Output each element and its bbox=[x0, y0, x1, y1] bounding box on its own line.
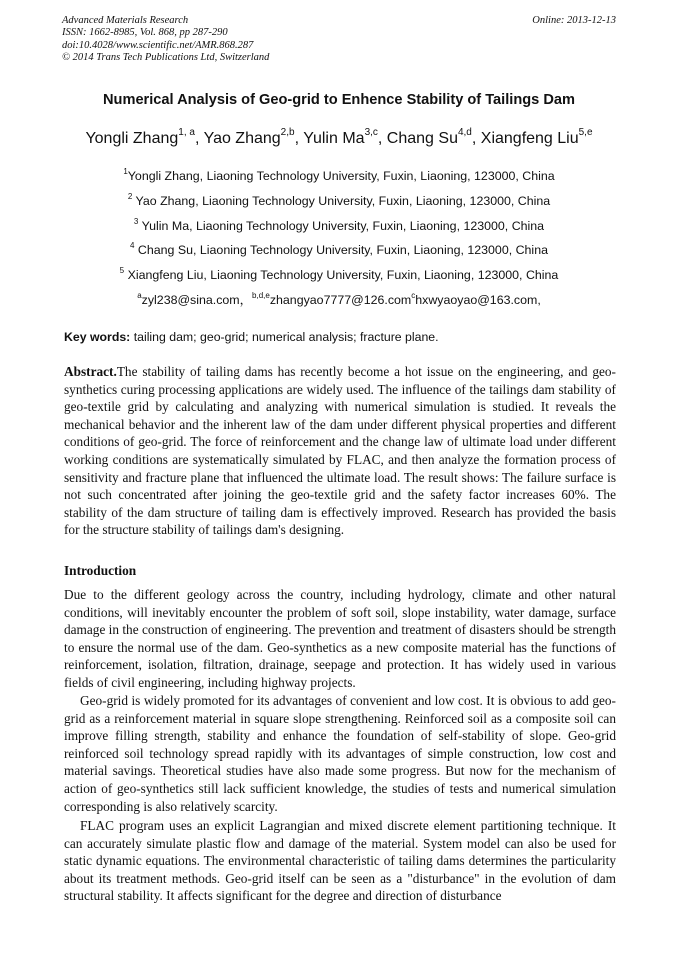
author-sep: , bbox=[194, 130, 204, 147]
author-sup: 1, a bbox=[178, 127, 195, 138]
doi-line: doi:10.4028/www.scientific.net/AMR.868.287 bbox=[62, 39, 254, 51]
author-list bbox=[30, 127, 648, 148]
intro-paragraph-1: Due to the different geology across the country, including hydrology, climate and other natural conditions, will inevitably encounter the problem of soft soil, slope instability, water damage, surface damage in the construction of engineering. The prevention and treatment of disasters should be strength to ensure the normal use of the dam. Geo-synthetics as a new composite material has the functions of reinforcement, isolation, filtration, drainage, seepage and protection. It has widely used in various fields of civil engineering, including highway projects. bbox=[64, 587, 616, 690]
email-sup: b,d,e bbox=[252, 290, 270, 300]
journal-name: Advanced Materials Research bbox=[62, 15, 189, 26]
author-sep: , bbox=[471, 130, 481, 147]
author-name: Yao Zhang bbox=[203, 130, 281, 147]
author-sup: 4,d bbox=[457, 127, 472, 138]
affiliation-line bbox=[40, 168, 638, 193]
abstract-text: The stability of tailing dams has recently become a hot issue on the engineering, and geo-synthetics curing processing applications are widely used. The influence of the tailings dam stability of geo-textile grid by calculating and analyzing with numerical simulation is studied. It reveals the mechanical behavior and the inherent law of the dam under different physical properties and different conditions of geo-grid. The force of reinforcement and the change law of ultimate load under different working conditions are systematically simulated by FLAC, and then analyze the formation process of sensitivity and fracture plane that influenced the ultimate load. The result shows: The failure surface is not such concentrated after joining the geo-textile grid and the safety factor increases 60%. The stability of the dam structure of tailing dam is effectively improved. Research has provided the basis for the structure stability of tailings dam's designing. bbox=[64, 364, 616, 538]
affiliations bbox=[40, 168, 638, 317]
intro-paragraph-2: Geo-grid is widely promoted for its advantages of convenient and low cost. It is obvious to add geo-grid as a reinforcement material in square slope strengthening. Reinforced soil as a composite soil can improve filling strength, stability and enhance the foundation of self-stability of slope. Geo-grid reinforced soil technology spread rapidly with its advantages of simple construction, low cost and material savings. Theoretical studies have also made some progress. But now for the mechanism of action of geo-synthetics still lack sufficient knowledge, the studies of tests and numerical simulation corresponding is also relatively scarcity. bbox=[64, 693, 616, 814]
abstract bbox=[64, 363, 616, 539]
copyright-line: © 2014 Trans Tech Publications Ltd, Switzerland bbox=[62, 52, 270, 64]
intro-paragraph-3: FLAC program uses an explicit Lagrangian and mixed discrete element partitioning technique. It can accurately simulate plastic flow and damage of the material. System model can also be used for static dynamic equations. The environmental characteristic of tailing dams determines the particularity about its treatment methods. Geo-grid itself can be seen as a "disturbance" in the evolution of dam structural stability. It affects significant for the degree and direction of disturbance bbox=[64, 818, 616, 904]
keywords bbox=[64, 330, 616, 344]
affiliation-line bbox=[40, 218, 638, 243]
email-sup: a bbox=[137, 290, 142, 300]
affiliation-sup: 3 bbox=[133, 216, 139, 226]
author-sup: 2,b bbox=[280, 127, 295, 138]
affiliation-line bbox=[40, 242, 638, 267]
email-address: hxwyaoyao@163.com, bbox=[415, 292, 541, 307]
affiliation-sup: 2 bbox=[127, 191, 133, 201]
journal-header bbox=[62, 15, 616, 65]
affiliation-sup: 1 bbox=[123, 167, 128, 176]
affiliation-line bbox=[40, 193, 638, 218]
author-name: Yulin Ma bbox=[303, 130, 365, 147]
affiliation-text: Xiangfeng Liu, Liaoning Technology University, Fuxin, Liaoning, 123000, China bbox=[124, 268, 559, 283]
affiliation-sup: 5 bbox=[119, 266, 125, 276]
email-line bbox=[40, 292, 638, 317]
online-date: Online: 2013-12-13 bbox=[532, 15, 616, 26]
author-sup: 5,e bbox=[578, 127, 593, 138]
email-address: zhangyao7777@126.com bbox=[269, 292, 412, 307]
email-sup: c bbox=[411, 290, 416, 300]
affiliation-text: Yulin Ma, Liaoning Technology University, Fuxin, Liaoning, 123000, China bbox=[138, 218, 545, 233]
author-sep: , bbox=[377, 130, 387, 147]
affiliation-text: Yao Zhang, Liaoning Technology University, Fuxin, Liaoning, 123000, China bbox=[132, 193, 551, 208]
issn-line: ISSN: 1662-8985, Vol. 868, pp 287-290 bbox=[62, 27, 228, 39]
abstract-label: Abstract. bbox=[64, 364, 117, 379]
section-heading-introduction: Introduction bbox=[64, 563, 137, 578]
affiliation-text: Yongli Zhang, Liaoning Technology University, Fuxin, Liaoning, 123000, China bbox=[127, 169, 555, 183]
author-sep: , bbox=[294, 130, 304, 147]
keywords-label: Key words: bbox=[64, 330, 131, 344]
author-name: Chang Su bbox=[386, 130, 458, 147]
author-name: Yongli Zhang bbox=[85, 130, 179, 147]
email-address: zyl238@sina.com， bbox=[141, 292, 253, 307]
keywords-text: tailing dam; geo-grid; numerical analysis; fracture plane. bbox=[130, 330, 439, 344]
affiliation-text: Chang Su, Liaoning Technology University, Fuxin, Liaoning, 123000, China bbox=[134, 243, 548, 258]
paper-title: Numerical Analysis of Geo-grid to Enhence Stability of Tailings Dam bbox=[103, 92, 575, 108]
affiliation-sup: 4 bbox=[130, 241, 135, 251]
author-name: Xiangfeng Liu bbox=[480, 130, 579, 147]
author-sup: 3,c bbox=[364, 127, 378, 138]
affiliation-line bbox=[40, 267, 638, 292]
